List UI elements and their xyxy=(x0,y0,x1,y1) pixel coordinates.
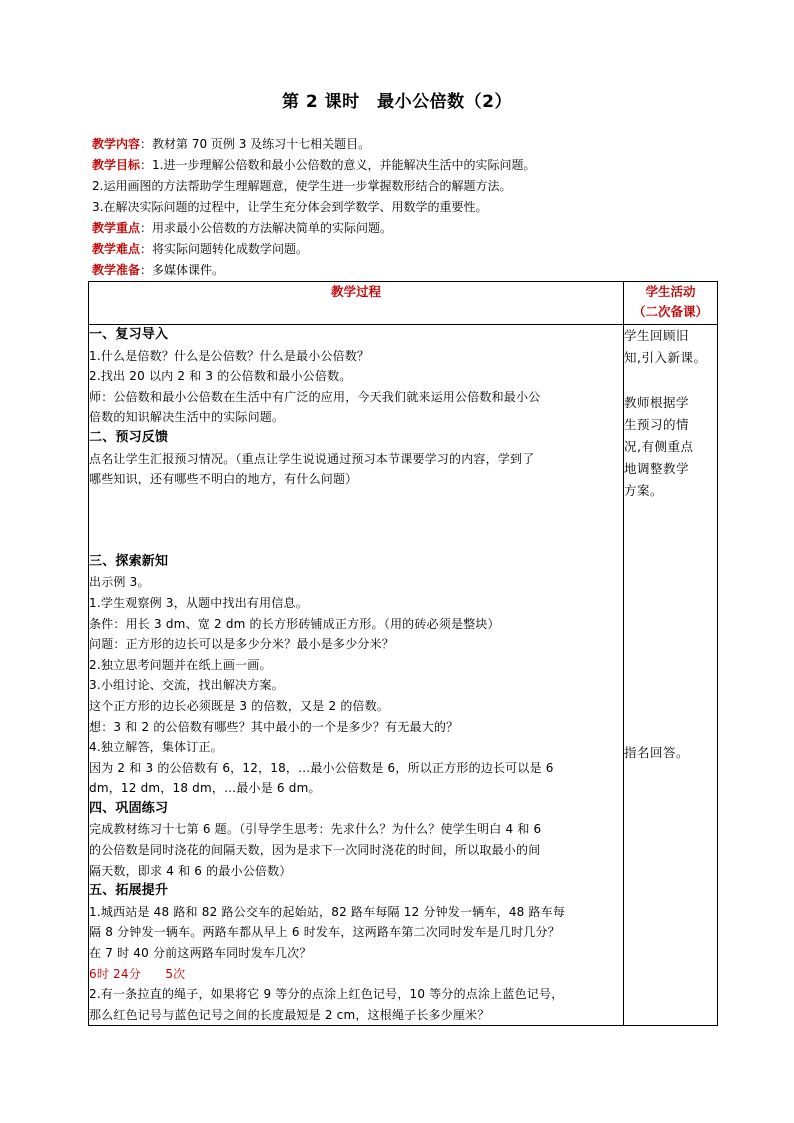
meta-text: ：用求最小公倍数的方法解决简单的实际问题。 xyxy=(140,221,393,235)
text-line: 4.独立解答，集体订正。 xyxy=(89,740,223,755)
text-line: 2.找出 20 以内 2 和 3 的公倍数和最小公倍数。 xyxy=(89,369,352,384)
meta-goal-3: 3.在解决实际问题的过程中，让学生充分体会到学数学、用数学的重要性。 xyxy=(92,200,488,214)
text-line: 点名让学生汇报预习情况。（重点让学生说说通过预习本节课要学习的内容，学到了 xyxy=(89,451,535,466)
section-title: 五、拓展提升 xyxy=(89,883,169,899)
meta-label: 教学内容 xyxy=(92,137,141,151)
text-line: 倍数的知识解决生活中的实际问题。 xyxy=(89,410,285,425)
text-line: 的公倍数是同时浇花的间隔天数，因为是求下一次同时浇花的时间，所以取最小的间 xyxy=(89,843,541,858)
meta-label: 教学准备 xyxy=(92,263,141,277)
text-line: 想：3 和 2 的公倍数有哪些？其中最小的一个是多少？有无最大的？ xyxy=(89,719,459,734)
section-title: 二、预习反馈 xyxy=(89,429,169,445)
meta-content xyxy=(92,134,722,155)
text-line: 在 7 时 40 分前这两路车同时发车几次？ xyxy=(89,946,312,961)
text-line: 因为 2 和 3 的公倍数有 6，12，18，…最小公倍数是 6，所以正方形的边长可以是 6 xyxy=(89,760,554,775)
text-line: 那么红色记号与蓝色记号之间的长度最短是 2 cm，这根绳子长多少厘米？ xyxy=(89,1007,490,1022)
header-student xyxy=(624,282,718,325)
activity-note xyxy=(624,325,717,369)
text-line: 哪些知识，还有哪些不明白的地方，有什么问题） xyxy=(89,472,358,487)
meta-text: ：1.进一步理解公倍数和最小公倍数的意义，并能解决生活中的实际问题。 xyxy=(140,158,536,172)
meta-text: ：教材第 70 页例 3 及练习十七相关题目。 xyxy=(140,137,371,151)
student-activity-cell xyxy=(624,325,718,1026)
page-title: 第 2 课时 最小公倍数（2） xyxy=(282,92,512,112)
text-line: 问题：正方形的边长可以是多少分米？最小是多少分米？ xyxy=(89,637,395,652)
text-line: 隔 8 分钟发一辆车。两路车都从早上 6 时发车，这两路车第二次同时发车是几时几分？ xyxy=(89,925,560,940)
text-line: 条件：用长 3 dm、宽 2 dm 的长方形砖铺成正方形。（用的砖必须是整块） xyxy=(89,616,500,631)
note-line: 地调整教学 xyxy=(624,461,690,476)
meta-label: 教学重点 xyxy=(92,221,141,235)
activity-note xyxy=(624,742,717,764)
blank-space xyxy=(89,490,623,552)
text-line: 这个正方形的边长必须既是 3 的倍数，又是 2 的倍数。 xyxy=(89,698,390,713)
note-line: 学生回顾旧 xyxy=(624,328,690,343)
note-line: 方案。 xyxy=(624,483,664,498)
note-line: 生预习的情 xyxy=(624,417,690,432)
text-line: 出示例 3。 xyxy=(89,575,150,590)
text-line: dm，12 dm，18 dm，…最小是 6 dm。 xyxy=(89,781,321,796)
text-line: 2.有一条拉直的绳子，如果将它 9 等分的点涂上红色记号，10 等分的点涂上蓝色记号， xyxy=(89,987,564,1002)
blank-space xyxy=(624,525,717,742)
answer-line: 6时 24分 5次 xyxy=(89,966,186,981)
table-header-row xyxy=(89,282,718,325)
meta-label: 教学难点 xyxy=(92,242,141,256)
meta-difficulty xyxy=(92,239,722,260)
section-title: 四、巩固练习 xyxy=(89,800,169,816)
note-line: 知,引入新课。 xyxy=(624,350,707,365)
meta-text: ：多媒体课件。 xyxy=(140,263,225,277)
text-line: 2.独立思考问题并在纸上画一画。 xyxy=(89,657,272,672)
table-body-row xyxy=(89,325,718,1026)
meta-label: 教学目标 xyxy=(92,158,141,172)
meta-goal-2: 2.运用画图的方法帮助学生理解题意，使学生进一步掌握数形结合的解题方法。 xyxy=(92,179,512,193)
meta-key xyxy=(92,218,722,239)
meta-goal xyxy=(92,155,722,176)
text-line: 1.学生观察例 3，从题中找出有用信息。 xyxy=(89,595,308,610)
activity-note xyxy=(624,392,717,502)
note-line: 况,有侧重点 xyxy=(624,439,694,454)
header-student-line: 学生活动 xyxy=(645,284,696,299)
header-process: 教学过程 xyxy=(89,282,624,325)
text-line: 3.小组讨论、交流，找出解决方案。 xyxy=(89,678,284,693)
text-line: 1.城西站是 48 路和 82 路公交车的起始站，82 路车每隔 12 分钟发一辆车，48 路车每 xyxy=(89,904,566,919)
header-student-line: （二次备课） xyxy=(632,304,708,319)
lesson-meta xyxy=(92,134,722,281)
note-line: 指名回答。 xyxy=(624,745,690,760)
text-line: 隔天数，即求 4 和 6 的最小公倍数） xyxy=(89,863,292,878)
section-title: 三、探索新知 xyxy=(89,553,169,569)
meta-text: ：将实际问题转化成数学问题。 xyxy=(140,242,309,256)
note-line: 教师根据学 xyxy=(624,395,690,410)
text-line: 完成教材练习十七第 6 题。（引导学生思考：先求什么？为什么？使学生明白 4 和 6 xyxy=(89,822,542,837)
process-cell xyxy=(89,325,624,1026)
text-line: 师：公倍数和最小公倍数在生活中有广泛的应用，今天我们就来运用公倍数和最小公 xyxy=(89,389,541,404)
lesson-plan-table xyxy=(88,281,718,1026)
meta-prep xyxy=(92,260,722,281)
section-title: 一、复习导入 xyxy=(89,327,169,342)
text-line: 1.什么是倍数？什么是公倍数？什么是最小公倍数？ xyxy=(89,348,370,363)
